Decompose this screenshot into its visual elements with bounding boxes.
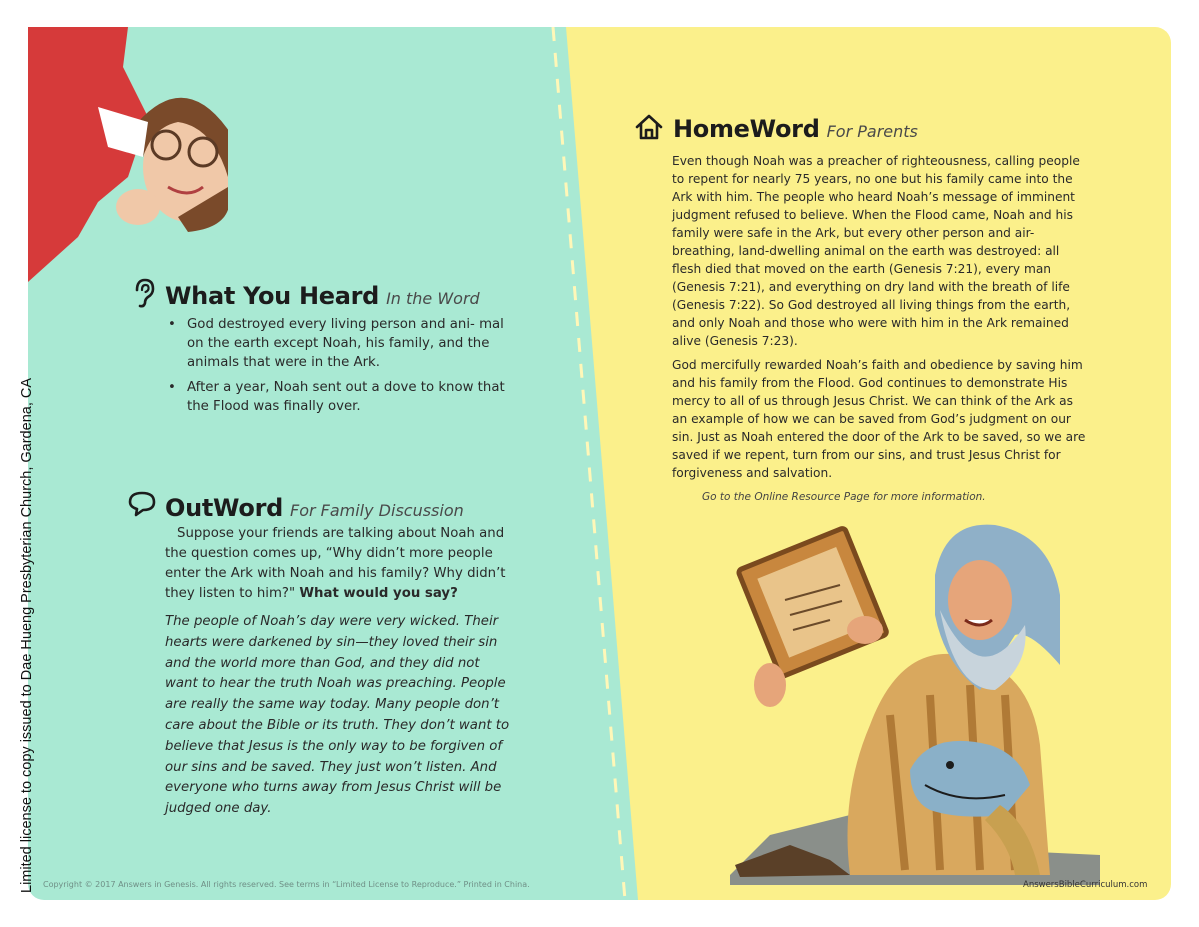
- homeword-paragraph: Even though Noah was a preacher of righteousness, calling people to repent for nearly 75 years, no one but his family came into the Ark with him. The people who heard Noah’s message of imminent judgment refused to believe. When the Flood came, Noah and his family were safe in the Ark, but every other person and air-breathing, land-dwelling animal on the earth was destroyed: all flesh died that moved on the earth (Genesis 7:21), every man (Genesis 7:21), and everything on dry land with the breath of life (Genesis 7:22). So God destroyed all living things from the earth, and only Noah and those who were with him in the Ark remained alive (Genesis 7:23).: [672, 154, 1080, 348]
- discussion-question: [165, 524, 515, 604]
- list-item: [160, 378, 505, 416]
- online-resource-note: Go to the Online Resource Page for more information.: [702, 491, 986, 503]
- outword-heading: [165, 494, 464, 522]
- homeword-subtitle: For Parents: [826, 122, 918, 141]
- outword-title: OutWord: [165, 494, 283, 522]
- homeword-title: HomeWord: [673, 115, 820, 143]
- outword-body: [165, 524, 515, 820]
- homeword-heading: [673, 115, 918, 143]
- bullet-icon: •: [168, 380, 176, 395]
- noah-illustration: [730, 515, 1100, 885]
- bullet-text: After a year, Noah sent out a dove to know that the Flood was finally over.: [187, 380, 505, 414]
- license-notice: Limited license to copy issued to Dae Hueng Presbyterian Church, Gardena, CA: [19, 377, 35, 893]
- what-you-heard-title: What You Heard: [165, 282, 380, 310]
- question-text: Suppose your friends are talking about Noah and the question comes up, “Why didn’t more people enter the Ark with Noah and his family? Why didn’t they listen to him?": [165, 526, 506, 601]
- ear-icon: [132, 278, 156, 308]
- girl-illustration: [28, 27, 228, 282]
- bullet-text: God destroyed every living person and ani- mal on the earth except Noah, his family, and the animals that were in the Ark.: [187, 317, 504, 370]
- what-you-heard-subtitle: In the Word: [386, 289, 480, 308]
- house-icon: [634, 113, 664, 141]
- website-link[interactable]: AnswersBibleCurriculum.com: [1023, 880, 1148, 890]
- discussion-answer: The people of Noah’s day were very wicked. Their hearts were darkened by sin—they loved their sin and the world more than God, and they did not want to hear the truth Noah was preaching. People are really the same way today. Many people don’t care about the Bible or its truth. They don’t want to believe that Jesus is the only way to be forgiven of our sins and be saved. They just won’t listen. And everyone who turns away from Jesus Christ will be judged one day.: [165, 614, 510, 817]
- speech-bubble-icon: [127, 490, 157, 518]
- homeword-paragraph: God mercifully rewarded Noah’s faith and obedience by saving him and his family from the Flood. God continues to demonstrate His mercy to all of us through Jesus Christ. We can think of the Ark as an example of how we can be saved from God’s judgment on our sin. Just as Noah entered the door of the Ark to be saved, so we are saved if we repent, turn from our sins, and trust Jesus Christ for forgiveness and salvation.: [672, 358, 1086, 480]
- question-prompt: What would you say?: [299, 586, 458, 601]
- copyright-text: Copyright © 2017 Answers in Genesis. All rights reserved. See terms in “Limited License to Reproduce.” Printed in China.: [43, 880, 530, 889]
- homeword-body: [672, 152, 1092, 506]
- list-item: [160, 315, 505, 372]
- bullet-icon: •: [168, 317, 176, 332]
- what-you-heard-heading: [165, 282, 480, 310]
- outword-subtitle: For Family Discussion: [289, 501, 464, 520]
- what-you-heard-list: [160, 315, 505, 422]
